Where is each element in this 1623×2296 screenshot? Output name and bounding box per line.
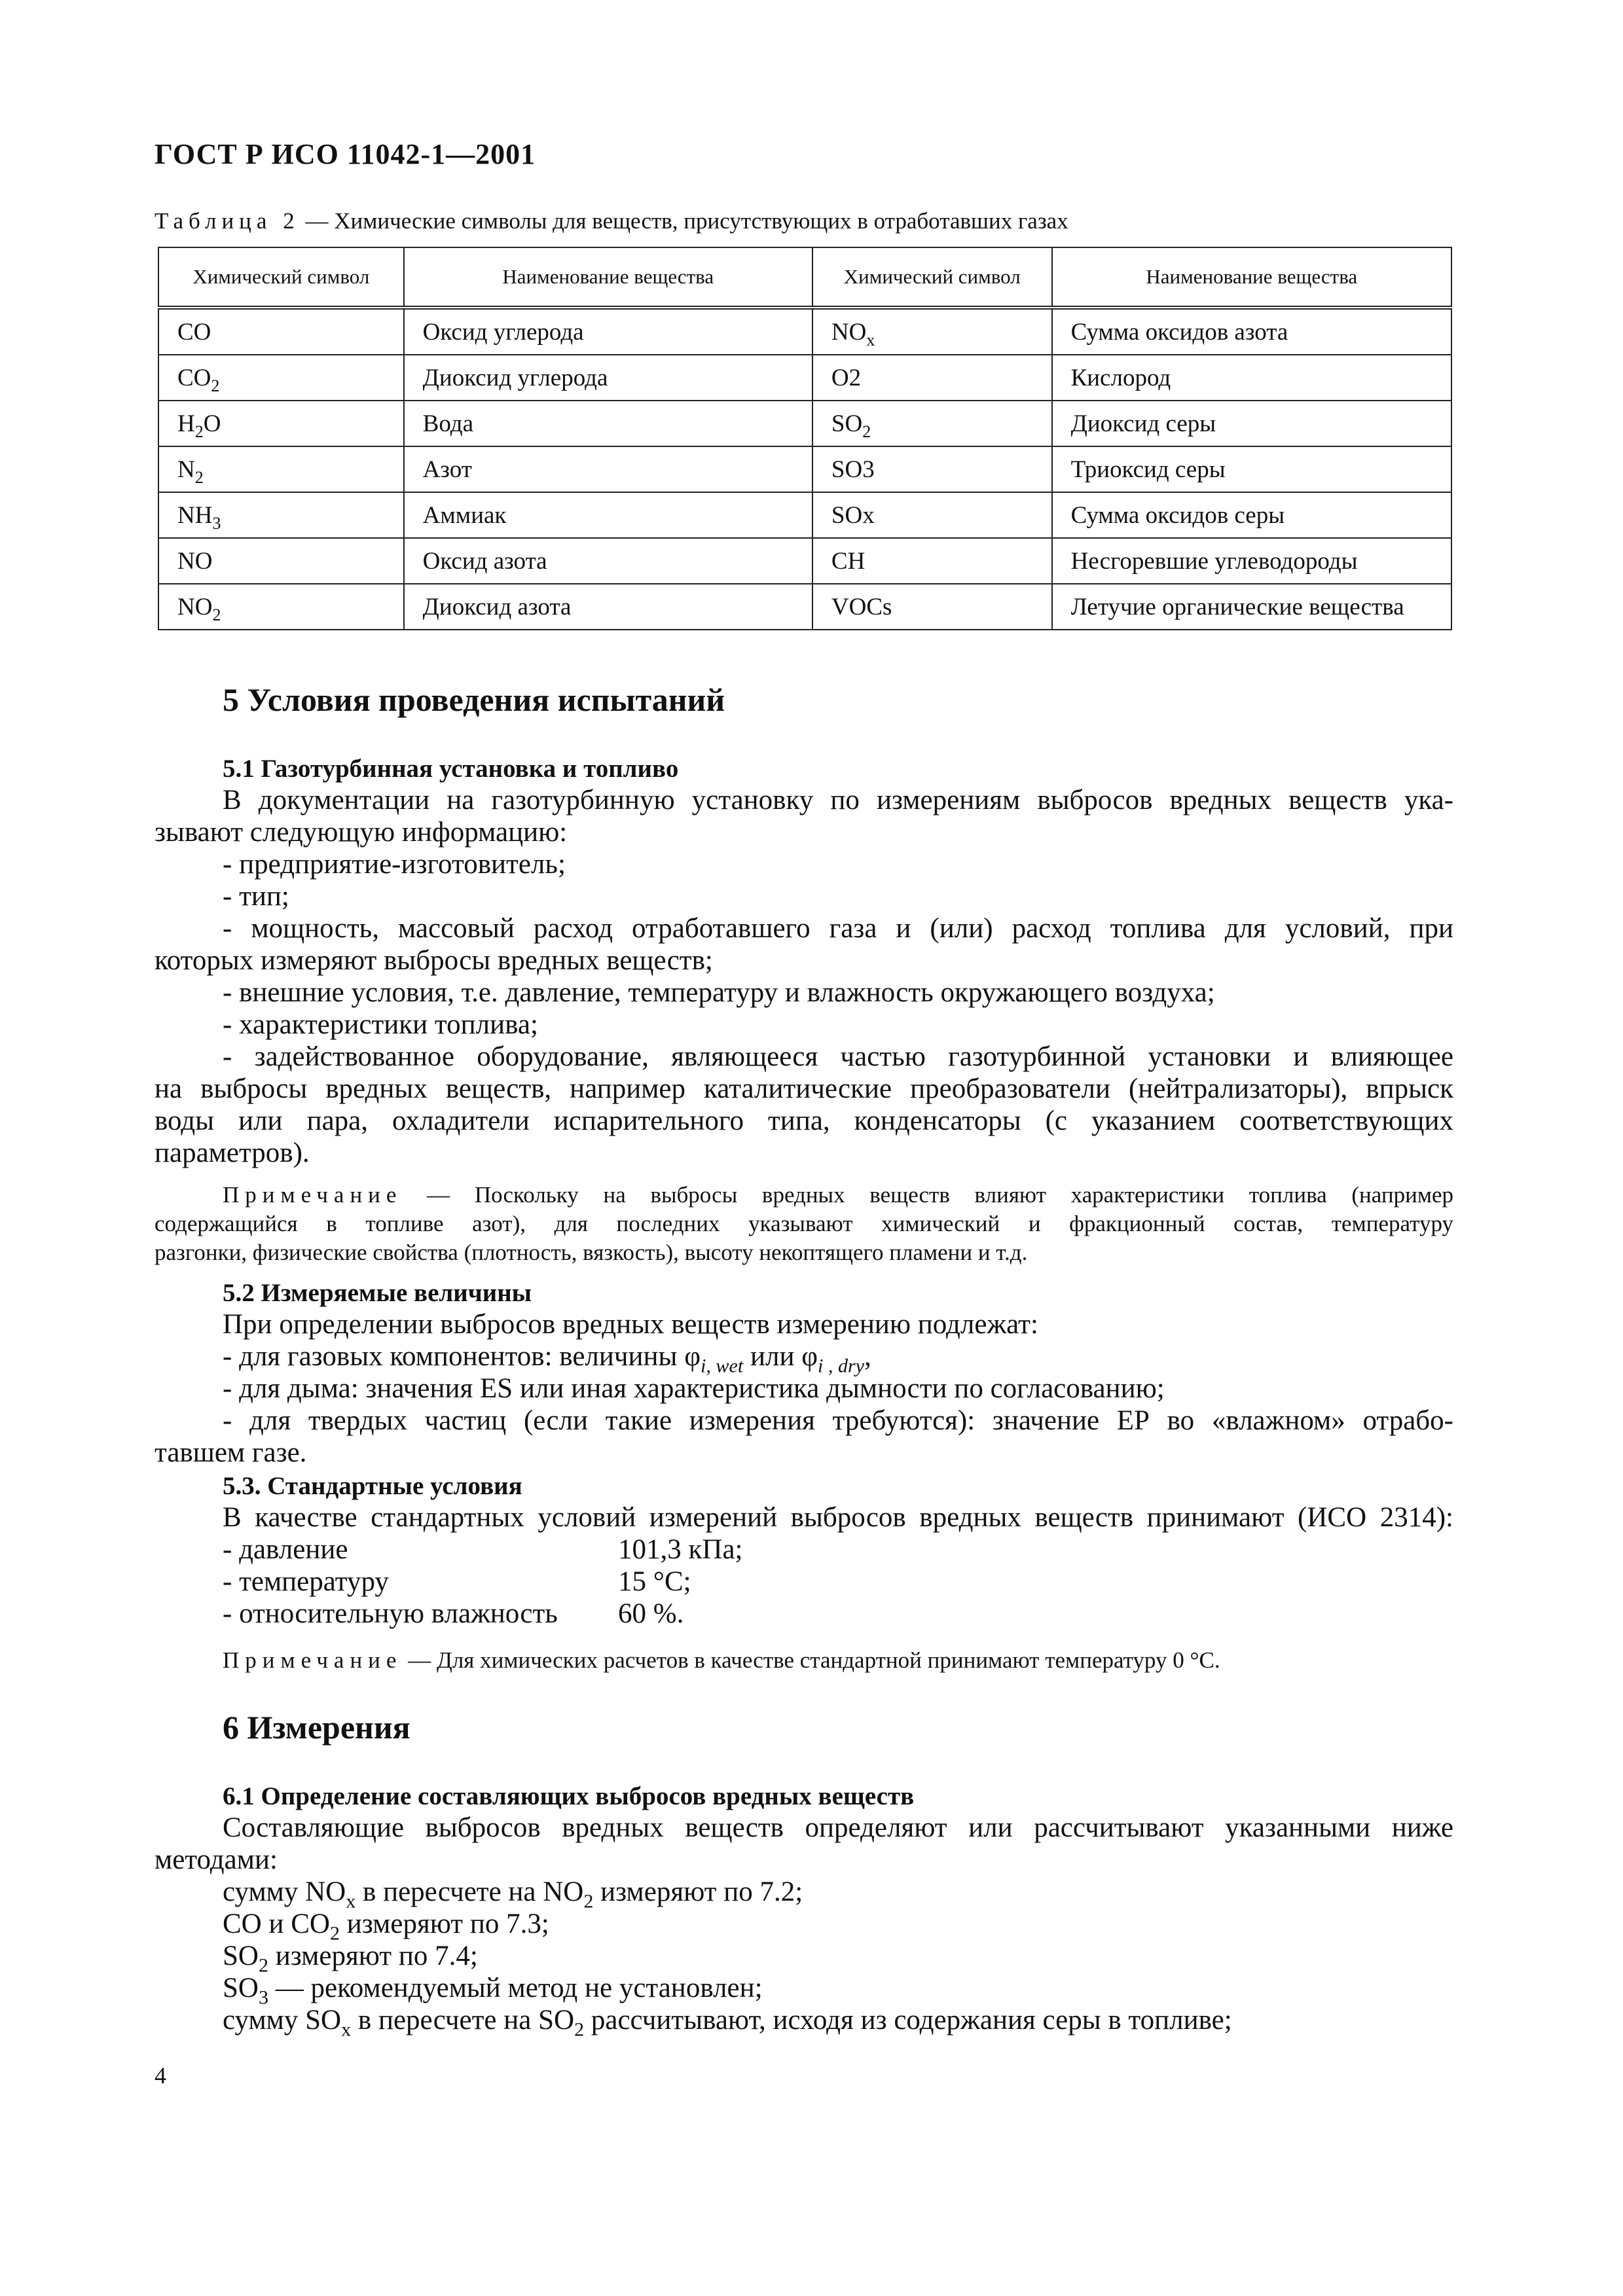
s51-list-item: - предприятие-изготовитель; xyxy=(223,849,566,880)
s61-method-line: сумму $NO_x$ в пересчете на $NO_2$ измеряют по 7.2; xyxy=(223,1876,803,1912)
table-header-cell: Химический символ xyxy=(158,247,404,308)
s51-list-item: - мощность, массовый расход отработавшего газа и (или) расход топлива для условий, при xyxy=(223,913,1453,944)
s51-note-line3: разгонки, физические свойства (плотность, вязкость), высоту некоптящего пламени и т.д. xyxy=(155,1240,1028,1265)
s51-list-item-cont: параметров). xyxy=(155,1138,310,1168)
s53-note: Примечание — Для химических расчетов в качестве стандартной принимают температуру 0 °С. xyxy=(223,1647,1220,1673)
phi-symbol: φ xyxy=(684,1341,701,1372)
s52-list-item: - для дыма: значения ES или иная характеристика дымности по согласованию; xyxy=(223,1373,1165,1404)
chemical-symbol-cell: CH xyxy=(812,538,1052,584)
section-5-2-title: 5.2 Измеряемые величины xyxy=(223,1279,532,1307)
table-row xyxy=(158,355,1451,401)
substance-name-cell: Аммиак xyxy=(404,492,812,538)
s51-list-item: - задействованное оборудование, являющееся частью газотурбинной установки и влияющее xyxy=(223,1041,1453,1072)
table-row xyxy=(158,446,1451,492)
table-header-cell: Наименование вещества xyxy=(404,247,812,308)
note-label: Примечание xyxy=(223,1182,403,1208)
chemical-symbol-cell: $CO_2$ xyxy=(158,355,404,401)
table-header-row xyxy=(158,247,1451,308)
chemical-symbol-cell: VOCs xyxy=(812,584,1052,630)
s51-intro-line1: В документации на газотурбинную установку по измерениям выбросов вредных веществ ука- xyxy=(223,785,1453,816)
s52-intro: При определении выбросов вредных веществ измерению подлежат: xyxy=(223,1309,1038,1340)
chemical-symbol-cell: O2 xyxy=(812,355,1052,401)
page-number: 4 xyxy=(155,2062,166,2089)
table-row xyxy=(158,584,1451,630)
section-5-1-title: 5.1 Газотурбинная установка и топливо xyxy=(223,755,679,783)
substance-name-cell: Триоксид серы xyxy=(1052,446,1451,492)
chemical-symbol-cell: NO xyxy=(158,538,404,584)
s51-list-item: - характеристики топлива; xyxy=(223,1009,538,1040)
substance-name-cell: Кислород xyxy=(1052,355,1451,401)
substance-name-cell: Диоксид углерода xyxy=(404,355,812,401)
substance-name-cell: Оксид азота xyxy=(404,538,812,584)
substance-name-cell: Вода xyxy=(404,401,812,446)
chemical-symbols-table xyxy=(158,247,1452,630)
s52-list-item: - для газовых компонентов: величины $\varphi_{i, wet}$ или $\varphi_{i , dry}$, xyxy=(223,1341,871,1377)
substance-name-cell: Оксид углерода xyxy=(404,308,812,355)
s51-intro-line2: зывают следующую информацию: xyxy=(155,817,568,848)
s61-method-line: $SO_2$ измеряют по 7.4; xyxy=(223,1941,478,1977)
section-5-3-title: 5.3. Стандартные условия xyxy=(223,1472,522,1500)
chemical-symbol-cell: $NO_x$ xyxy=(812,308,1052,355)
s51-list-item-cont: которых измеряют выбросы вредных веществ; xyxy=(155,945,713,976)
table-row xyxy=(158,401,1451,446)
chemical-symbol-cell: $SO_2$ xyxy=(812,401,1052,446)
s51-list-item-cont: на выбросы вредных веществ, например каталитические преобразователи (нейтрализаторы), впрыск xyxy=(155,1073,1453,1104)
s61-intro-line2: методами: xyxy=(155,1844,278,1875)
s51-list-item-cont: воды или пара, охладители испарительного типа, конденсаторы (с указанием соответствующих xyxy=(155,1105,1453,1136)
s51-list-item: - тип; xyxy=(223,881,289,912)
s53-param-label: - относительную влажность xyxy=(223,1598,558,1629)
s53-param-value: 101,3 кПа; xyxy=(618,1534,743,1565)
table-row xyxy=(158,308,1451,355)
section-6-1-title: 6.1 Определение составляющих выбросов вредных веществ xyxy=(223,1782,915,1810)
chemical-symbol-cell: $NH_3$ xyxy=(158,492,404,538)
substance-name-cell: Диоксид серы xyxy=(1052,401,1451,446)
section-5-title: 5 Условия проведения испытаний xyxy=(223,681,725,718)
s61-method-line: сумму $SO_x$ в пересчете на $SO_2$ рассчитывают, исходя из содержания серы в топливе; xyxy=(223,2005,1232,2041)
table-header-cell: Наименование вещества xyxy=(1052,247,1451,308)
section-6-title: 6 Измерения xyxy=(223,1709,410,1746)
chemical-symbol-cell: CO xyxy=(158,308,404,355)
s51-note-line1: Примечание — Поскольку на выбросы вредных веществ влияют характеристики топлива (например xyxy=(223,1182,1453,1208)
s53-param-value: 15 °С; xyxy=(618,1566,691,1597)
chemical-symbol-cell: SO3 xyxy=(812,446,1052,492)
s52-list-item-cont: тавшем газе. xyxy=(155,1437,307,1468)
s53-param-value: 60 %. xyxy=(618,1598,684,1629)
table-header-cell: Химический символ xyxy=(812,247,1052,308)
substance-name-cell: Диоксид азота xyxy=(404,584,812,630)
phi-symbol: φ xyxy=(801,1341,818,1372)
substance-name-cell: Летучие органические вещества xyxy=(1052,584,1451,630)
s53-param-label: - давление xyxy=(223,1534,348,1565)
table-row xyxy=(158,492,1451,538)
s61-intro-line1: Составляющие выбросов вредных веществ определяют или рассчитывают указанными ниже xyxy=(223,1812,1453,1843)
s61-method-line: $SO_3$ — рекомендуемый метод не установлен; xyxy=(223,1973,763,2009)
standard-header: ГОСТ Р ИСО 11042-1—2001 xyxy=(155,138,536,170)
s61-method-line: CO и $CO_2$ измеряют по 7.3; xyxy=(223,1909,549,1945)
table-caption-text: — Химические символы для веществ, присутствующих в отработавших газах xyxy=(299,208,1068,234)
substance-name-cell: Несгоревшие углеводороды xyxy=(1052,538,1451,584)
substance-name-cell: Азот xyxy=(404,446,812,492)
substance-name-cell: Сумма оксидов серы xyxy=(1052,492,1451,538)
s53-intro: В качестве стандартных условий измерений выбросов вредных веществ принимают (ИСО 2314): xyxy=(223,1502,1453,1533)
chemical-symbol-cell: $H_2O$ xyxy=(158,401,404,446)
substance-name-cell: Сумма оксидов азота xyxy=(1052,308,1451,355)
s51-list-item: - внешние условия, т.е. давление, температуру и влажность окружающего воздуха; xyxy=(223,977,1215,1008)
chemical-symbol-cell: $NO_2$ xyxy=(158,584,404,630)
table-caption xyxy=(155,208,1068,234)
chemical-symbol-cell: $N_2$ xyxy=(158,446,404,492)
s51-note-line2: содержащийся в топливе азот), для последних указывают химический и фракционный состав, температуру xyxy=(155,1211,1453,1236)
table-caption-label: Таблица 2 xyxy=(155,208,300,234)
table-row xyxy=(158,538,1451,584)
note-label: Примечание xyxy=(223,1647,403,1673)
chemical-symbol-cell: SOx xyxy=(812,492,1052,538)
s53-param-label: - температуру xyxy=(223,1566,389,1597)
s52-list-item: - для твердых частиц (если такие измерения требуются): значение ЕР во «влажном» отрабо- xyxy=(223,1405,1453,1436)
